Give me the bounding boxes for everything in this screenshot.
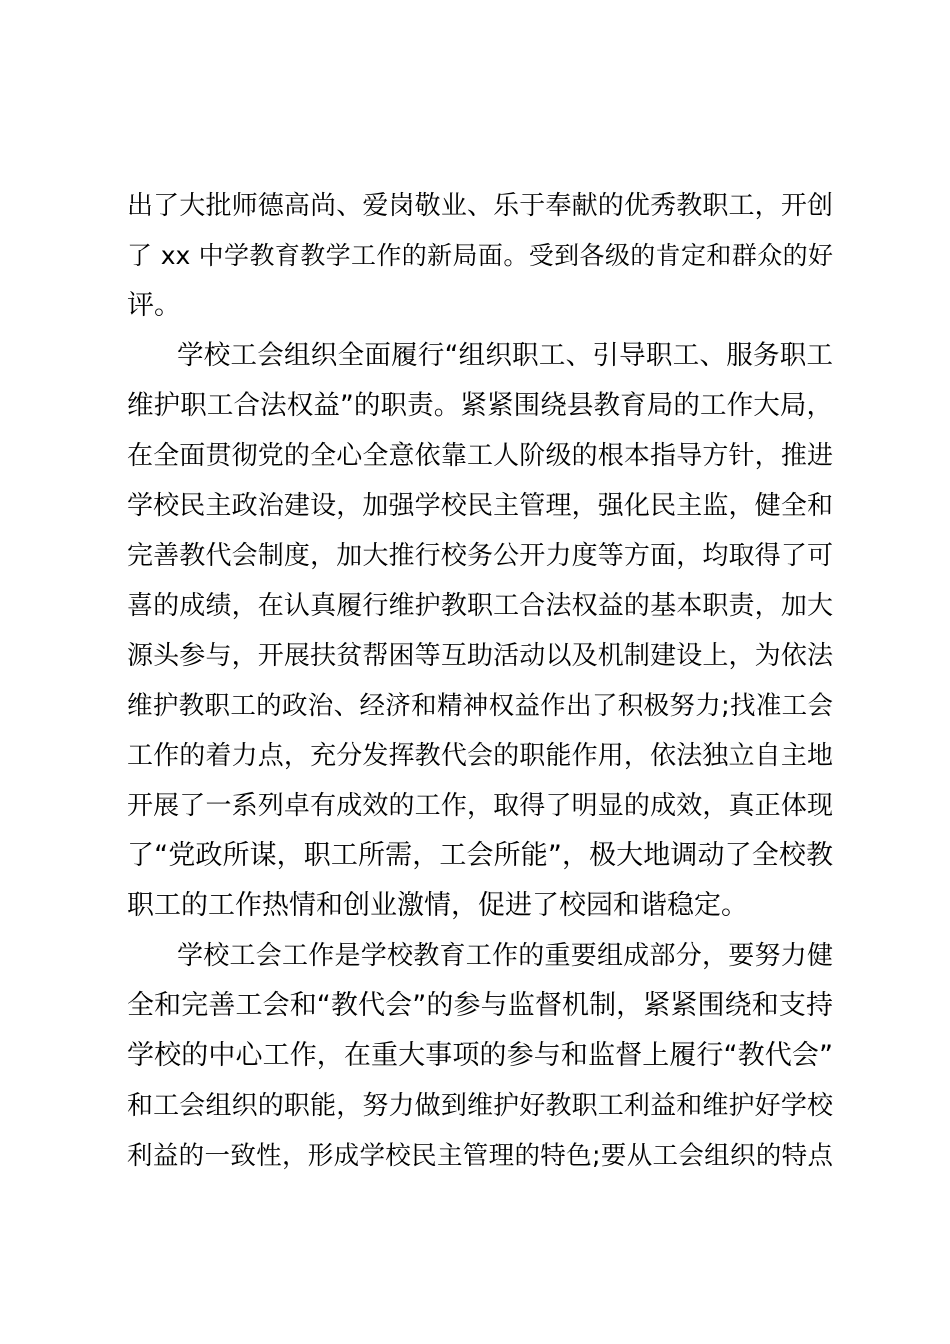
text-line: 学校民主政治建设，加强学校民主管理，强化民主监，健全和: [127, 491, 833, 521]
body-text: [127, 181, 833, 1181]
text-line: 了 xx 中学教育教学工作的新局面。受到各级的肯定和群众的好: [127, 241, 833, 270]
text-line: 了“党政所谋，职工所需，工会所能”，极大地调动了全校教: [127, 840, 833, 871]
text-line: 评。: [127, 290, 181, 321]
paragraph-first-line: 学校工会组织全面履行“组织职工、引导职工、服务职工: [177, 340, 833, 371]
text-line: 在全面贯彻党的全心全意依靠工人阶级的根本指导方针，推进: [127, 441, 833, 471]
text-line: 维护教职工的政治、经济和精神权益作出了积极努力;找准工会: [127, 691, 833, 721]
text-line: 职工的工作热情和创业激情，促进了校园和谐稳定。: [127, 890, 748, 921]
text-line: 源头参与，开展扶贫帮困等互助活动以及机制建设上，为依法: [127, 641, 833, 671]
text-line: 开展了一系列卓有成效的工作，取得了明显的成效，真正体现: [127, 791, 833, 821]
text-line: 全和完善工会和“教代会”的参与监督机制，紧紧围绕和支持: [127, 990, 833, 1021]
text-line: 利益的一致性，形成学校民主管理的特色;要从工会组织的特点: [127, 1141, 833, 1171]
text-line: 喜的成绩，在认真履行维护教职工合法权益的基本职责，加大: [127, 591, 833, 621]
text-line: 和工会组织的职能，努力做到维护好教职工利益和维护好学校: [127, 1091, 833, 1121]
text-line: 出了大批师德高尚、爱岗敬业、乐于奉献的优秀教职工，开创: [127, 191, 833, 221]
paragraph-first-line: 学校工会工作是学校教育工作的重要组成部分，要努力健: [177, 941, 833, 971]
text-line: 完善教代会制度，加大推行校务公开力度等方面，均取得了可: [127, 541, 833, 571]
text-line: 维护职工合法权益”的职责。紧紧围绕县教育局的工作大局，: [127, 390, 833, 421]
text-line: 工作的着力点，充分发挥教代会的职能作用，依法独立自主地: [127, 741, 833, 771]
text-line: 学校的中心工作，在重大事项的参与和监督上履行“教代会”: [127, 1040, 833, 1071]
